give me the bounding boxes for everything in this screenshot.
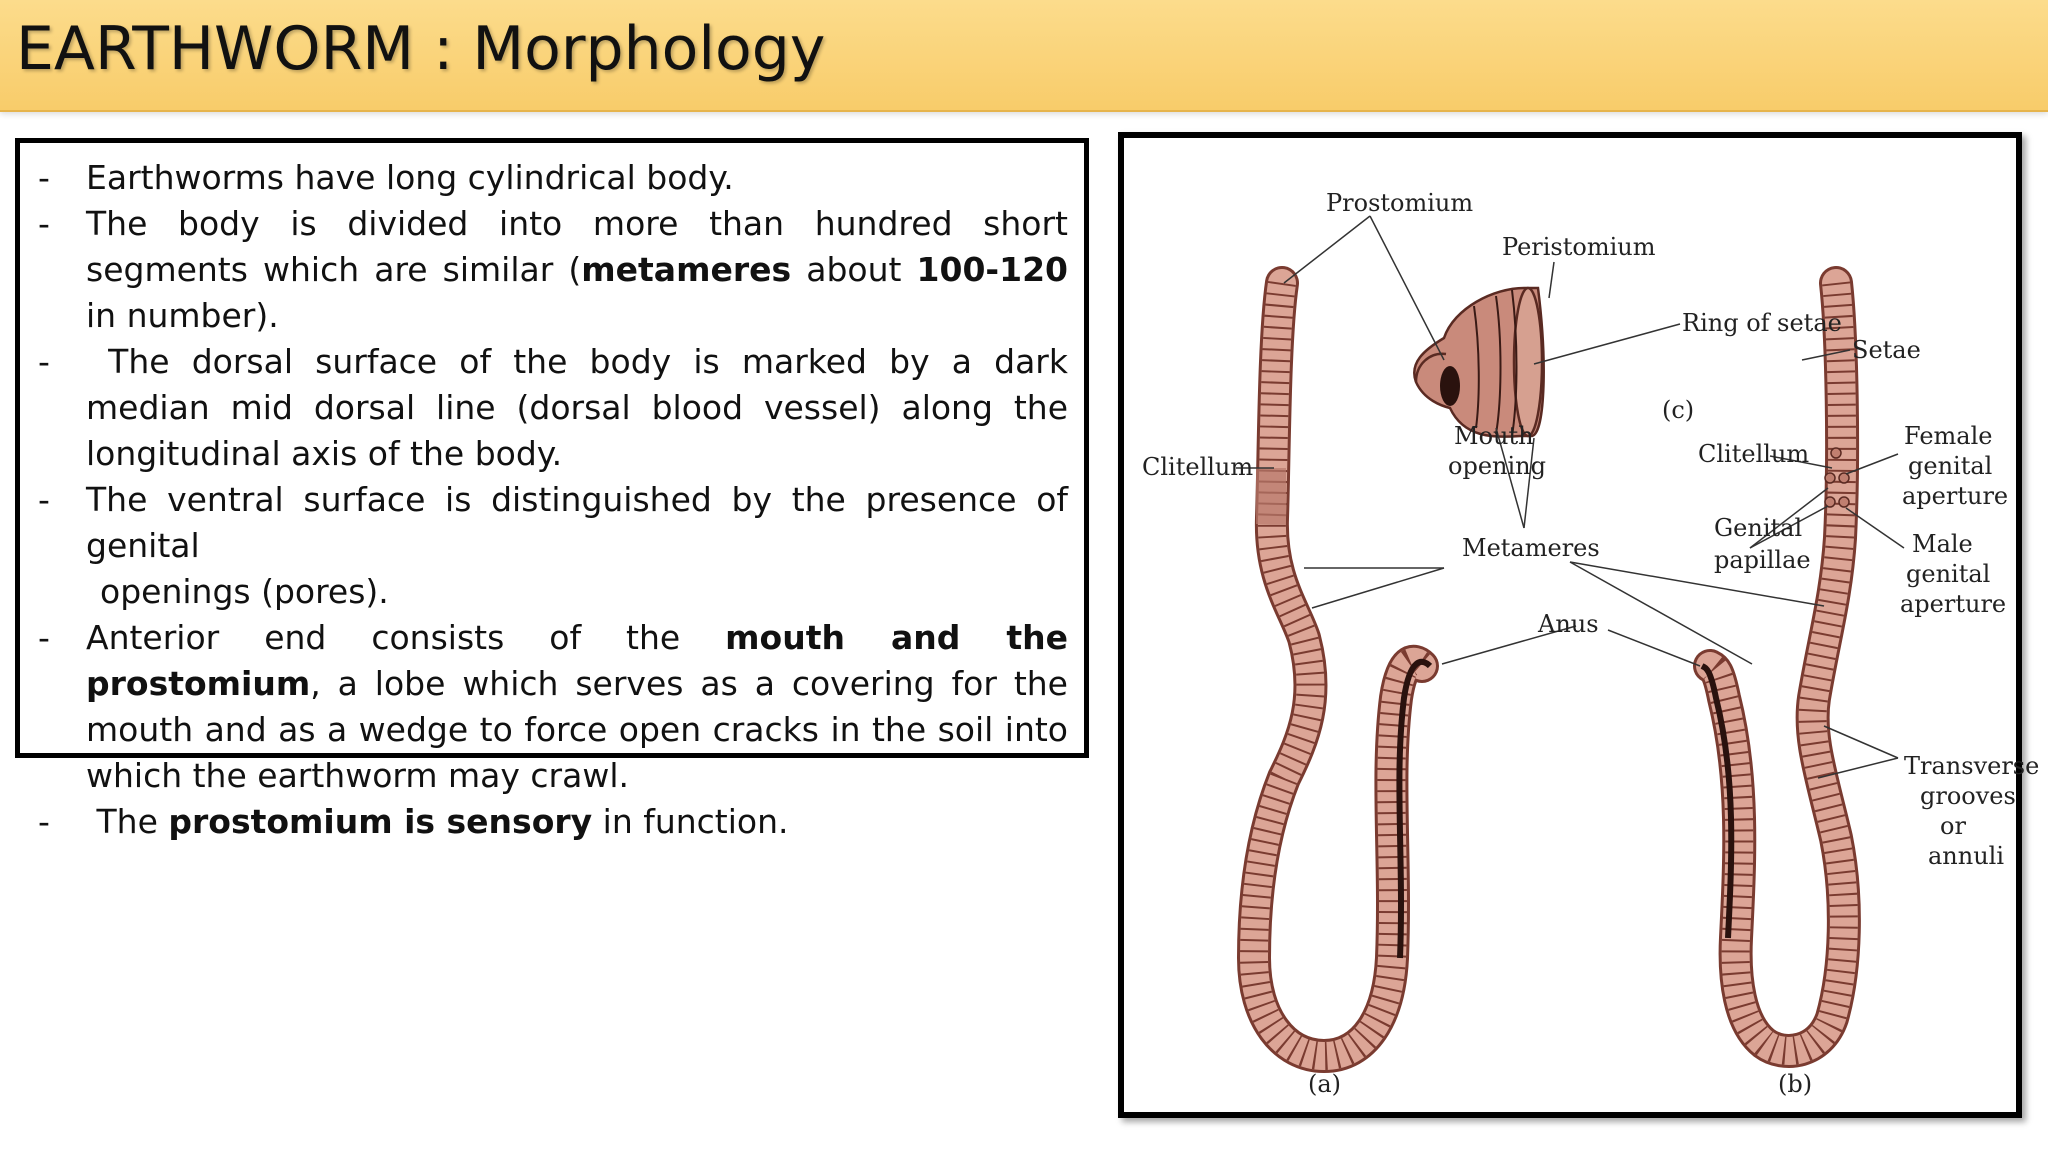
bullet-marker: - <box>38 802 50 841</box>
bold-text: mouth and the prostomium <box>86 618 1080 703</box>
label-metameres: Metameres <box>1462 534 1600 562</box>
label-opening: opening <box>1448 452 1546 480</box>
bullet-item <box>36 339 1079 477</box>
text-run: in function. <box>592 802 789 841</box>
worm-a <box>1254 283 1430 1056</box>
label-transverse-1: Transverse <box>1904 752 2040 780</box>
label-ring-of-setae: Ring of setae <box>1682 309 1842 337</box>
label-transverse-3: or <box>1940 812 1966 840</box>
bullet-text <box>86 204 1079 335</box>
label-a: (a) <box>1308 1070 1342 1098</box>
text-run: The ventral surface is distinguished by the presence of genital <box>86 480 1079 565</box>
label-anus: Anus <box>1538 610 1599 638</box>
text-run: Anterior end consists of the <box>86 618 726 657</box>
text-panel <box>15 138 1089 841</box>
bold-text: 100-120 <box>916 250 1068 289</box>
worm-head-detail <box>1414 288 1543 437</box>
label-prostomium: Prostomium <box>1326 189 1474 217</box>
label-genital: Genital <box>1714 514 1803 542</box>
bullet-marker: - <box>38 158 50 197</box>
slide-title: EARTHWORM : Morphology <box>16 14 826 84</box>
bullet-list <box>36 155 1080 845</box>
title-bar <box>0 0 2048 112</box>
bullet-text <box>86 618 1079 795</box>
bullet-marker: - <box>38 480 50 519</box>
label-setae: Setae <box>1852 336 1921 364</box>
figure-panel <box>1118 132 2040 1118</box>
label-peristomium: Peristomium <box>1502 233 1656 261</box>
bullet-text <box>86 802 789 841</box>
label-transverse-4: annuli <box>1928 842 2005 870</box>
bullet-item <box>36 201 1079 339</box>
label-female-1: Female <box>1904 422 1993 450</box>
text-run: Earthworms have long cylindrical body. <box>86 158 734 197</box>
text-run: about <box>791 250 917 289</box>
bullet-text <box>86 342 1079 473</box>
earthworm-diagram <box>1124 138 2040 1112</box>
text-run: in number). <box>86 250 1079 335</box>
bullet-item <box>36 477 1079 615</box>
bullet-continuation: openings (pores). <box>100 572 389 611</box>
text-run: The body is divided into more than hundred short segments which are similar ( <box>86 204 1079 289</box>
bold-text: prostomium is sensory <box>168 802 593 841</box>
text-run: The <box>86 802 169 841</box>
bullet-marker: - <box>38 204 50 243</box>
label-clitellum-a: Clitellum <box>1142 453 1254 481</box>
label-clitellum-b: Clitellum <box>1698 440 1810 468</box>
label-papillae: papillae <box>1714 546 1811 574</box>
bullet-text <box>86 158 734 197</box>
text-run: , a lobe which serves as a covering for the mouth and as a wedge to force open cracks in the soil into which the earthworm may crawl. <box>86 664 1079 795</box>
bullet-marker: - <box>38 342 50 381</box>
label-mouth: Mouth <box>1454 422 1534 450</box>
bullet-item <box>36 155 1068 201</box>
bullet-text <box>86 480 1079 565</box>
label-female-2: genital <box>1908 452 1993 480</box>
label-female-3: aperture <box>1902 482 2009 510</box>
label-male-2: genital <box>1906 560 1991 588</box>
bullet-item <box>36 799 1068 845</box>
bullet-marker: - <box>38 618 50 657</box>
label-b: (b) <box>1778 1070 1813 1098</box>
bullet-item <box>36 615 1080 799</box>
label-c: (c) <box>1662 396 1695 424</box>
label-male-3: aperture <box>1900 590 2007 618</box>
text-run: The dorsal surface of the body is marked by a dark median mid dorsal line (dorsal blood vessel) along the longitudinal axis of the body. <box>86 342 1079 473</box>
bold-text: metameres <box>581 250 792 289</box>
worm-b <box>1702 283 1849 1051</box>
label-transverse-2: grooves <box>1920 782 2016 810</box>
label-male-1: Male <box>1912 530 1973 558</box>
